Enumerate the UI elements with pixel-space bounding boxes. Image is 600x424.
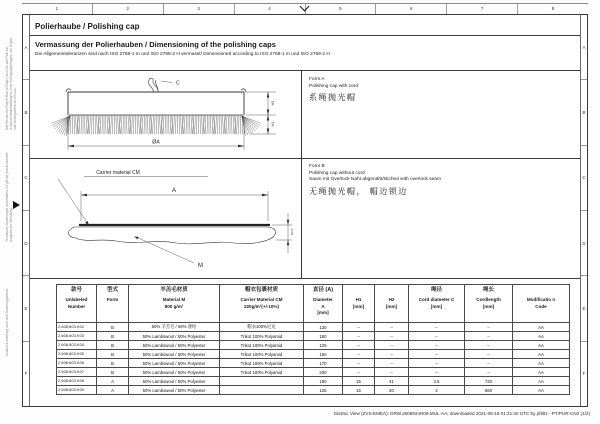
table-cell: -- [343, 368, 375, 377]
drawing-frame [22, 14, 588, 407]
column-header [513, 285, 570, 323]
border-row-letters-right [580, 15, 587, 406]
form-a-drawing [46, 76, 296, 158]
column-header [409, 285, 465, 323]
table-cell: 20 [375, 386, 409, 395]
column-header-line: Modificatio n [526, 297, 556, 302]
column-header-cn: 型式 [106, 287, 118, 293]
spec-table-wrap [56, 284, 570, 395]
border-row-letter: B [581, 79, 587, 144]
table-cell: 15 [343, 386, 375, 395]
column-header-cn: 绳径 [430, 287, 442, 293]
border-row-letter: C [581, 145, 587, 210]
table-cell: 2.608.603.K07 [57, 368, 97, 377]
table-cell: 2.608.603.K09 [57, 386, 97, 395]
cord-channel-left [66, 89, 71, 92]
table-row [57, 377, 570, 386]
table-cell: -- [375, 368, 409, 377]
column-header [304, 285, 343, 323]
table-cell: -- [375, 341, 409, 350]
table-cell: -- [465, 323, 513, 332]
table-cell: -- [375, 332, 409, 341]
column-header-line: [mm] [352, 303, 365, 309]
table-cell: 50% Lambswool / 50% Polyester [129, 341, 220, 350]
column-header-line: Material M [162, 297, 186, 302]
form-b-seam-note: Saum mit Overlock Naht abgenäht/stiched with overlock seam [309, 177, 441, 183]
column-header-cn: 直径 (A) [312, 287, 334, 293]
table-cell: AA [513, 377, 570, 386]
table-cell: AA [513, 350, 570, 359]
border-column-number: 7 [446, 4, 517, 14]
table-row [57, 350, 570, 359]
table-cell: AA [513, 386, 570, 395]
border-row-letter: A [24, 44, 28, 50]
table-header-row [57, 285, 570, 323]
table-cell: AA [513, 332, 570, 341]
table-cell: -- [465, 368, 513, 377]
table-cell: 帽衣100%尼龙 [220, 323, 304, 332]
drawing-area [30, 71, 580, 279]
column-header-line: H1 [355, 297, 362, 302]
dim-label-cord: C [176, 80, 180, 87]
table-cell: -- [409, 341, 465, 350]
table-cell: -- [343, 359, 375, 368]
dim-diameter-a [81, 191, 268, 221]
fleece-bristles [51, 116, 260, 136]
table-cell: -- [465, 332, 513, 341]
column-header [57, 285, 97, 323]
table-cell: 2.608.603.K02 [57, 323, 97, 332]
spec-table [56, 284, 570, 395]
dim-label-thickness: 10±1 [290, 228, 294, 236]
column-header-line: Cordlength [476, 297, 501, 302]
column-header-cn [514, 286, 568, 297]
table-cell: 2.608.603.K06 [57, 359, 97, 368]
table-cell: 2.608.603.K04 [57, 341, 97, 350]
border-row-letter: C [23, 145, 29, 210]
table-cell: Trikot 100% Polyamid [220, 332, 304, 341]
border-row-letters-left [23, 15, 30, 406]
table-cell: 560 [465, 386, 513, 395]
table-cell: 125 [304, 386, 343, 395]
column-header-line: H2 [388, 297, 395, 302]
table-cell: -- [409, 332, 465, 341]
footer-stamp: GisDoc View (ZVS-EMEA): DRW.2608924H09-MUL-AA, downloaded 2021-08-19 01:31:40 UTC by pf6ltz - PT/PUR-CN2 (1/2) [333, 411, 590, 416]
table-cell: 50% Lambswool / 50% Polyester [129, 386, 220, 395]
table-cell: 50% Lambswool / 50% Polyester [129, 377, 220, 386]
border-column-number: 6 [375, 4, 446, 14]
table-cell: 180 [304, 377, 343, 386]
table-cell: -- [409, 368, 465, 377]
border-column-number: 8 [517, 4, 588, 14]
dim-label-material: M [198, 263, 203, 269]
table-cell: AA [513, 359, 570, 368]
border-column-number: 4 [234, 4, 305, 14]
column-header-line: Cord diameter C [418, 297, 455, 302]
table-cell: A [97, 386, 129, 395]
form-a-title: Form A [309, 77, 325, 82]
column-header-line: Carrier Material CM [240, 297, 283, 302]
border-row-letter: D [23, 210, 29, 275]
table-cell: B [97, 341, 129, 350]
annotation-column [301, 71, 580, 278]
table-row [57, 332, 570, 341]
table-row [57, 359, 570, 368]
table-cell: 15 [343, 377, 375, 386]
form-a-note [309, 77, 358, 104]
table-cell: 50% Lambswool / 50% Polyester [129, 350, 220, 359]
table-cell: 2 [409, 386, 465, 395]
table-row [57, 323, 570, 332]
table-cell: -- [375, 359, 409, 368]
fleece-cross-section [69, 227, 276, 244]
column-header [375, 285, 409, 323]
table-cell: -- [343, 350, 375, 359]
page-title: Polierhaube / Polishing cap [30, 15, 580, 36]
table-cell: -- [409, 359, 465, 368]
table-cell: -- [465, 350, 513, 359]
table-cell: -- [409, 350, 465, 359]
cord-drawing [149, 78, 172, 92]
table-cell: 720 [465, 377, 513, 386]
table-cell: 50% Lambswool / 50% Polyester [129, 332, 220, 341]
column-header-cn [344, 286, 373, 297]
border-row-letter: F [23, 341, 29, 406]
table-cell: 130 [304, 323, 343, 332]
table-cell: AA [513, 323, 570, 332]
table-cell: 50% 羊羔毛 / 50% 涤纶 [129, 323, 220, 332]
table-cell: -- [375, 350, 409, 359]
border-column-number: 5 [305, 4, 376, 14]
column-header [97, 285, 129, 323]
table-cell: -- [343, 341, 375, 350]
table-cell: 2.608.603.K05 [57, 350, 97, 359]
dim-label-diameter: ØA [152, 139, 160, 146]
cord-channel-right [241, 89, 246, 92]
column-header-line: A [321, 303, 325, 309]
side-legal-note-2: Technische Änderungen vorbehalten. Es gilt die jeweils aktuelle Ausgabe der Zeichnung. [5, 152, 14, 242]
table-cell: 3.5 [409, 377, 465, 386]
table-cell: B [97, 350, 129, 359]
column-header-line: 220g/m²(+/-10%) [243, 303, 280, 309]
border-row-letter: B [23, 79, 29, 144]
column-header-line: Number [67, 303, 86, 309]
column-header-cn [376, 286, 407, 297]
table-cell: 200 [304, 368, 343, 377]
column-header-cn: 帽衣包裹材质 [244, 287, 278, 293]
table-row [57, 368, 570, 377]
column-header-cn: 款号 [70, 287, 82, 293]
table-cell: -- [409, 323, 465, 332]
column-header [129, 285, 220, 323]
carrier-material-label: Carrier material CM [96, 170, 140, 176]
subtitle-block [30, 36, 580, 71]
table-cell: Trikot 100% Polyamid [220, 350, 304, 359]
table-cell: Trikot 100% Polyamid [220, 359, 304, 368]
column-header-line: Form [106, 297, 119, 302]
border-row-letter: F [581, 341, 587, 406]
table-cell: AA [513, 368, 570, 377]
table-row [57, 386, 570, 395]
table-cell [220, 386, 304, 395]
column-header-line: Diameter [313, 297, 333, 302]
center-mark-left-icon [13, 201, 20, 209]
column-header-cn: 羊羔毛材质 [160, 287, 188, 293]
border-row-letter: D [581, 210, 587, 275]
column-header-line: [mm] [430, 303, 443, 309]
side-legal-note-1: Alle Rechte bei Robert Bosch GmbH, auch für den Fall von Schutzrechtsanmeldungen. Jede Verfügungsbefugnis, wie Kopier- und Weitergaberecht, bei uns. [5, 36, 18, 130]
column-header-line: Unlabeled [65, 297, 88, 302]
column-header-line: [mm] [482, 303, 495, 309]
table-cell: Trikot 100% Polyamid [220, 368, 304, 377]
column-header [465, 285, 513, 323]
table-cell: 125 [304, 341, 343, 350]
dim-label-h2: H2 [271, 100, 275, 106]
table-row [57, 341, 570, 350]
border-row-letter: E [23, 275, 29, 340]
column-header-line: [mm] [317, 310, 329, 316]
form-b-subtitle: Polishing cap without cord [309, 170, 365, 176]
border-row-letter: A [582, 44, 586, 50]
form-b-title: Form B [309, 164, 325, 169]
carrier-leader-line [58, 179, 89, 226]
table-cell: -- [375, 323, 409, 332]
form-b-chinese: 无绳抛光帽， 帽边锁边 [309, 187, 408, 197]
table-cell: 150 [304, 350, 343, 359]
table-cell: -- [465, 341, 513, 350]
table-cell: 50% Lambswool / 50% Polyester [129, 368, 220, 377]
table-cell: 160 [304, 332, 343, 341]
side-legal-note-3: Ausdruck unterliegt nicht dem Änderungsdienst. [5, 288, 9, 356]
border-row-letter: E [581, 275, 587, 340]
table-cell: 2.608.603.K08 [57, 377, 97, 386]
table-cell: 170 [304, 359, 343, 368]
column-header [343, 285, 375, 323]
table-cell: Trikot 100% Polyamid [220, 341, 304, 350]
tolerance-note: Die Allgemeintoleranzen sind nach ISO 2768-1 m und ISO 2768-2 H vermasst/ Dimensioned according to ISO 2768-1 m und ISO 2768-2 H [35, 51, 330, 57]
table-cell [220, 377, 304, 386]
column-header-line: 800 g/m² [164, 303, 184, 309]
table-cell: B [97, 368, 129, 377]
column-header-cn: 绳长 [482, 287, 494, 293]
table-cell: B [97, 323, 129, 332]
column-header [220, 285, 304, 323]
table-cell: AA [513, 341, 570, 350]
table-cell: -- [343, 323, 375, 332]
subtitle: Vermassung der Polierhauben / Dimensioning of the polishing caps [35, 40, 276, 49]
dim-label-h1: H1 [271, 121, 275, 127]
table-cell: B [97, 359, 129, 368]
table-cell: A [97, 377, 129, 386]
column-header-line: [mm] [385, 303, 398, 309]
table-cell: B [97, 332, 129, 341]
column-header-line: Code [535, 303, 547, 309]
dim-label-diameter: A [171, 188, 177, 194]
border-column-number: 2 [92, 4, 163, 14]
border-column-number: 1 [55, 6, 59, 11]
table-cell: -- [343, 332, 375, 341]
border-column-number: 3 [163, 4, 234, 14]
table-cell: 50% Lambswool / 50% Polyester [129, 359, 220, 368]
table-cell: 2.608.603.K03 [57, 332, 97, 341]
form-b-note [309, 164, 441, 197]
table-cell: -- [465, 359, 513, 368]
form-b-drawing [46, 165, 296, 273]
form-a-chinese: 系绳抛光帽 [309, 93, 357, 103]
table-cell: 41 [375, 377, 409, 386]
form-a-subtitle: Polishing cap with cord [309, 83, 359, 89]
